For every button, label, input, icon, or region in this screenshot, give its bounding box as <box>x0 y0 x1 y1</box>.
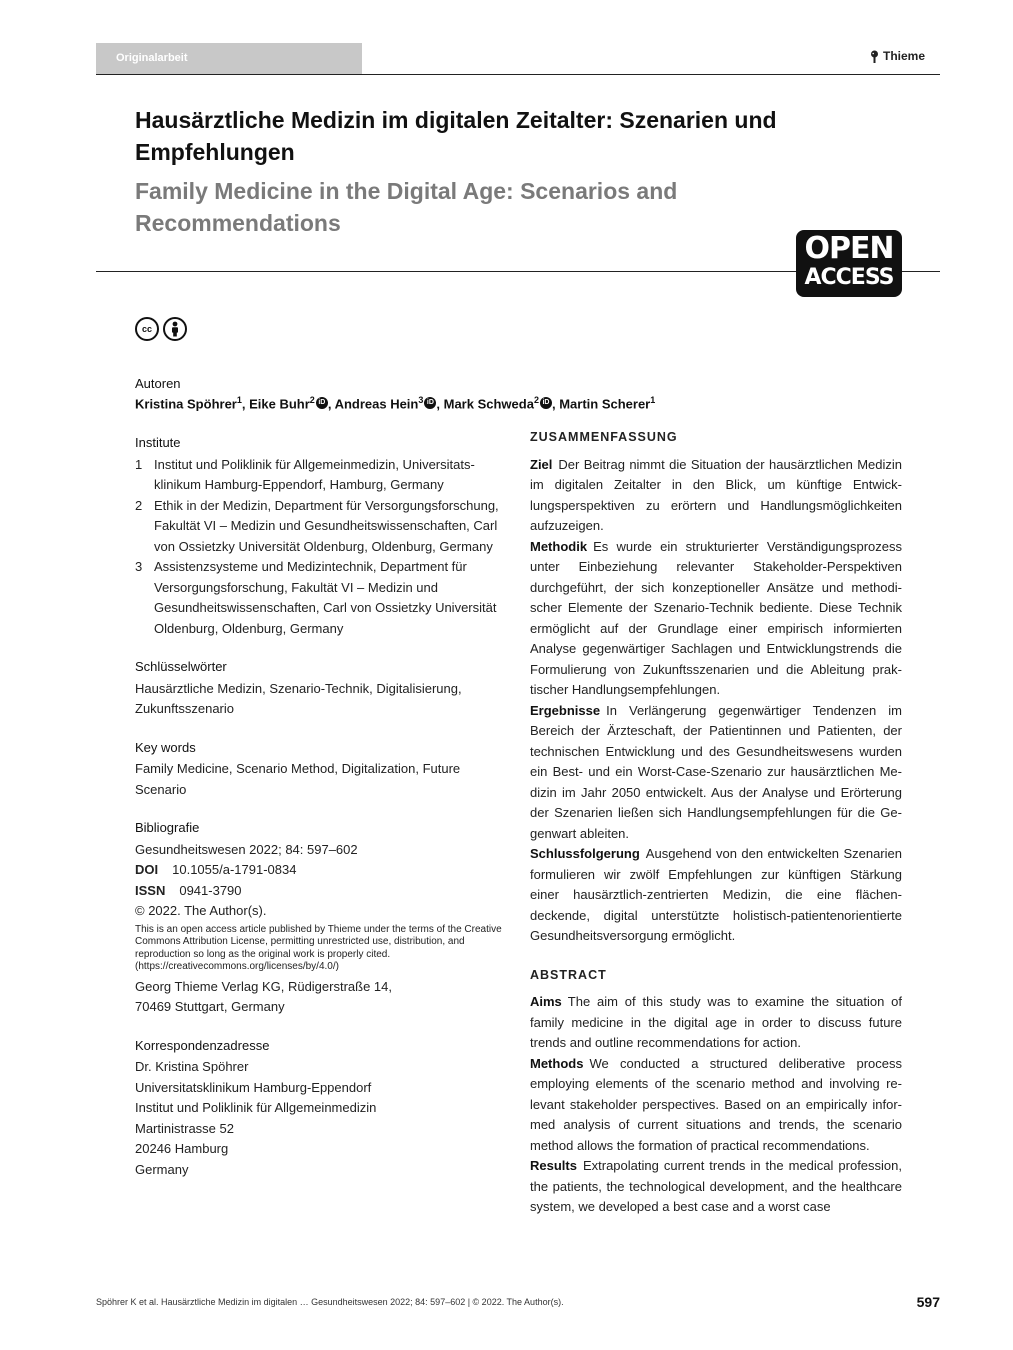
section-label: Aims <box>530 994 562 1009</box>
author-affiliation: 2 <box>309 395 315 405</box>
license-text: This is an open access article published by Thieme under the terms of the Creative Commons Attribution License, permitting unrestricted use, distribution, and reproduction so long as the original work is properly cited. (https://creativecommons.org/licenses/by/4.0/) <box>135 923 502 972</box>
author-name: Kristina Spöhrer <box>135 396 237 412</box>
section-text: We conducted a structured deliberative process employing elements of the scenario method and involving relevant stakeholder perspectives. Based on an empirically informed analysis of current situations and trends, the scenario method allows the formation of practical recommendations. <box>530 1055 902 1153</box>
section-text: Es wurde ein strukturierter Verständigungsprozess unter Einbeziehung relevanter Stakeholder-Perspektiven durchgeführt, der sich konzeptioneller Ansätze und methodischer Elemente der Szenario-Technik bediente. Diese Technik ermöglicht auf der Grundlage einer empirisch informierten Analyse gegenwärtiger Sachlagen und Entwicklungstrends die Formulierung von Zukunftsszenarien und die Ableitung praktischer Handlungsempfehlungen. <box>530 538 902 697</box>
institute-item <box>135 557 510 639</box>
bibliography-block <box>135 818 510 1018</box>
orcid-icon[interactable]: iD <box>540 397 552 409</box>
correspondence-line: Germany <box>135 1161 189 1177</box>
section-text: The aim of this study was to examine the situation of family medicine in the digital age in order to discuss future trends and outline recommendations for action. <box>530 994 902 1050</box>
author-name: Andreas Hein <box>334 396 419 412</box>
section-label: Schlussfolgerung <box>530 846 640 861</box>
doi-link[interactable]: 10.1055/a-1791-0834 <box>172 862 297 877</box>
doi-label: DOI <box>135 862 159 877</box>
orcid-icon[interactable]: iD <box>424 397 436 409</box>
section-text: Ausgehend von den entwickelten Szenarien formulieren wir zwölf Empfehlungen zur künftigen Stärkung einer hausärztlich-zentrierten Medizin, die eine flächendeckende, digital unterstützte holistisch-patientenorientierte Gesundheitsversorgung ermöglicht. <box>530 846 902 943</box>
doi-row <box>135 860 510 881</box>
section-label: Ergebnisse <box>530 702 601 718</box>
keywords-en-text: Family Medicine, Scenario Method, Digitalization, Future Scenario <box>135 761 461 797</box>
institutes-label: Institute <box>135 435 181 450</box>
author-list: Kristina Spöhrer$^1$, Eike Buhr$^2$ iD , Andreas Hein$^3$ iD , Mark Schweda$^2$ iD , Martin Scherer$^1$ <box>135 395 656 412</box>
thieme-icon <box>869 50 880 63</box>
keywords-de-text: Hausärztliche Medizin, Szenario-Technik, Digitalisierung, Zukunftsszenario <box>135 680 462 716</box>
header-bar <box>96 43 940 75</box>
bibliography-label: Bibliografie <box>135 820 200 835</box>
correspondence-line: Institut und Poliklinik für Allgemeinmedizin <box>135 1100 377 1115</box>
author-affiliation: 2 <box>533 395 539 405</box>
author-affiliation: 3 <box>418 395 424 405</box>
institutes-block <box>135 433 510 639</box>
section-text: In Verlängerung gegenwärtiger Tendenzen im Bereich der Ärzteschaft, der Patientinnen und Patienten, der technischen Entwicklung und des Gesundheitswesens wurden ein Best- und ein Worst-Case-Szenario zur hausärztlichen Medizin im Jahr 2050 entwickelt. Aus der Analyse und Erörterung der Szenarien ließen sich Handlungsempfehlungen für die Gegenwart ableiten. <box>530 702 902 841</box>
institute-number: 2 <box>135 497 143 513</box>
abstract-results <box>530 1156 902 1218</box>
keywords-en-label: Key words <box>135 739 196 755</box>
issn-row <box>135 881 510 902</box>
correspondence-line: 20246 Hamburg <box>135 1141 229 1156</box>
authors-label: Autoren <box>135 376 181 391</box>
cc-icon <box>135 317 159 341</box>
publisher-address-1: Georg Thieme Verlag KG, Rüdigerstraße 14, <box>135 978 392 994</box>
author-name: Martin Scherer <box>559 396 651 412</box>
keywords-en-block <box>135 738 510 801</box>
copyright: © 2022. The Author(s). <box>135 903 267 918</box>
publisher-name: Thieme <box>882 49 925 63</box>
abstract-aims <box>530 992 902 1054</box>
abstract-heading: ABSTRACT <box>530 967 607 982</box>
correspondence-line: Martinistrasse 52 <box>135 1120 234 1136</box>
institute-item <box>135 496 510 558</box>
section-tag: Originalarbeit <box>96 43 362 74</box>
badge-line-1: OPEN <box>804 231 894 266</box>
institute-item <box>135 455 510 496</box>
abstract-methods <box>530 1054 902 1157</box>
correspondence-label: Korrespondenzadresse <box>135 1037 270 1053</box>
zusammenfassung-heading: ZUSAMMENFASSUNG <box>530 430 678 444</box>
institute-text: Institut und Poliklinik für Allgemeinmedizin, Universitatsklinikum Hamburg-Eppendorf, Hamburg, Germany <box>154 456 475 492</box>
correspondence-block <box>135 1036 510 1181</box>
institute-number: 3 <box>135 559 143 574</box>
issn-label: ISSN <box>135 882 166 898</box>
publisher-logo <box>869 49 925 63</box>
open-access-badge <box>796 230 902 297</box>
author-name: Eike Buhr <box>249 396 310 412</box>
abstract-column <box>530 427 902 1218</box>
publisher-address-2: 70469 Stuttgart, Germany <box>135 999 285 1014</box>
section-text: Der Beitrag nimmt die Situation der hausärztlichen Medizin im digitalen Zeitalter in den Blick, um künftige Entwicklungsperspektiven zu erörtern und Handlungsmöglichkeiten aufzuzeigen. <box>530 456 902 533</box>
author-name: Mark Schweda <box>443 396 534 412</box>
bibliography-citation: Gesundheitswesen 2022; 84: 597–602 <box>135 841 358 857</box>
issn-value: 0941-3790 <box>179 882 242 898</box>
author-affiliation: 1 <box>236 395 242 405</box>
zusammenfassung-ergebnisse <box>530 701 902 845</box>
title-german: Hausärztliche Medizin im digitalen Zeitalter: Szenarien und Empfehlungen <box>135 107 777 165</box>
correspondence-line: Universitatsklinikum Hamburg-Eppendorf <box>135 1079 372 1095</box>
zusammenfassung-ziel <box>530 455 902 537</box>
section-label: Methodik <box>530 538 588 554</box>
institute-text: Ethik in der Medizin, Department für Versorgungsforschung, Fakultät VI – Medizin und Gesundheitswissenschaften, Carl von Ossietzky Universität Oldenburg, Oldenburg, Germany <box>154 497 499 554</box>
correspondence-line: Dr. Kristina Spöhrer <box>135 1059 249 1074</box>
person-icon <box>169 321 181 337</box>
cc-icon-label: cc <box>141 324 152 334</box>
section-label: Ziel <box>530 456 553 472</box>
keywords-de-label: Schlüsselwörter <box>135 659 227 674</box>
author-affiliation: 1 <box>650 395 656 405</box>
institute-text: Assistenzsysteme und Medizintechnik, Department für Versorgungsforschung, Fakultät VI – Medizin und Gesundheitswissenschaften, Carl von Ossietzky Universität Oldenburg, Oldenburg, Germany <box>154 559 497 636</box>
title-english: Family Medicine in the Digital Age: Scenarios and Recommendations <box>135 178 678 236</box>
badge-line-2: ACCESS <box>804 265 894 290</box>
keywords-de-block <box>135 657 510 720</box>
orcid-icon[interactable]: iD <box>316 397 328 409</box>
zusammenfassung-methodik <box>530 537 902 701</box>
page-number: 597 <box>916 1294 940 1310</box>
section-label: Methods <box>530 1055 584 1071</box>
section-text: Extrapolating current trends in the medical profession, the patients, the technological development, and the healthcare system, we developed a best case and a worst case <box>530 1158 902 1214</box>
section-label: Results <box>530 1158 577 1173</box>
zusammenfassung-schlussfolgerung <box>530 844 902 947</box>
by-icon <box>163 317 187 341</box>
license-icons <box>135 317 187 341</box>
institute-number: 1 <box>135 456 143 472</box>
footer-citation: Spöhrer K et al. Hausärztliche Medizin im digitalen … Gesundheitswesen 2022; 84: 597–602 | © 2022. The Author(s). <box>96 1297 564 1307</box>
metadata-column <box>135 433 510 1198</box>
